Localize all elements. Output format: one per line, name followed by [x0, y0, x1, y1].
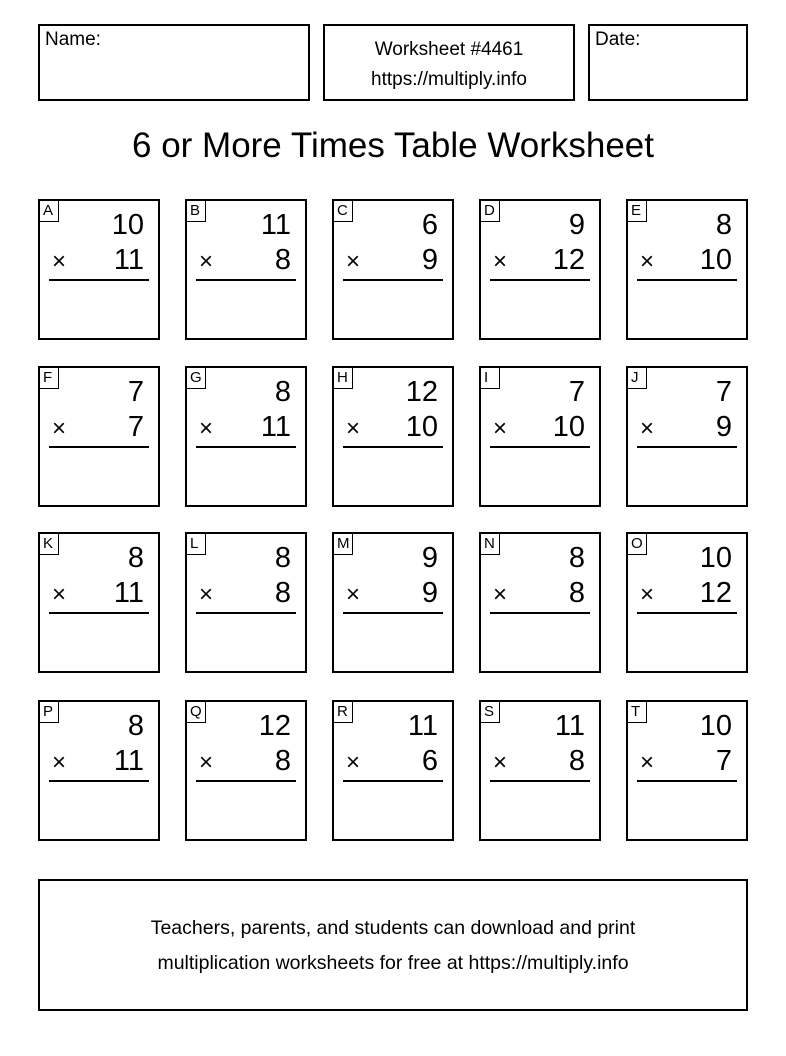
problem-f — [38, 366, 160, 507]
multiplicand: 11 — [260, 209, 291, 241]
answer-line — [637, 446, 737, 448]
problem-m — [332, 532, 454, 673]
multiplicand: 12 — [258, 710, 291, 742]
times-sign: × — [346, 581, 361, 608]
name-field-box — [38, 24, 310, 101]
multiplicand: 12 — [405, 376, 438, 408]
problem-label: P — [39, 701, 59, 723]
answer-line — [196, 279, 296, 281]
date-field-box — [588, 24, 748, 101]
times-sign: × — [493, 248, 508, 275]
footer-note — [38, 879, 748, 1011]
times-sign: × — [199, 415, 214, 442]
problem-label: S — [480, 701, 500, 723]
problem-l — [185, 532, 307, 673]
answer-line — [490, 780, 590, 782]
problem-a — [38, 199, 160, 340]
problem-g — [185, 366, 307, 507]
problem-label: Q — [186, 701, 206, 723]
problem-r — [332, 700, 454, 841]
multiplier: 8 — [274, 577, 291, 609]
times-sign: × — [493, 749, 508, 776]
times-sign: × — [52, 581, 67, 608]
multiplicand: 8 — [127, 710, 144, 742]
multiplicand: 8 — [127, 542, 144, 574]
multiplier: 12 — [552, 244, 585, 276]
multiplier: 10 — [405, 411, 438, 443]
times-sign: × — [640, 248, 655, 275]
problem-h — [332, 366, 454, 507]
answer-line — [49, 780, 149, 782]
worksheet-id: Worksheet #4461 — [374, 39, 524, 60]
footer-line-1: Teachers, parents, and students can download and print — [150, 917, 636, 939]
problem-b — [185, 199, 307, 340]
answer-line — [343, 279, 443, 281]
multiplicand: 9 — [568, 209, 585, 241]
problem-label: F — [39, 367, 59, 389]
problem-label: I — [480, 367, 500, 389]
multiplicand: 10 — [699, 542, 732, 574]
multiplicand: 11 — [554, 710, 585, 742]
multiplicand: 7 — [127, 376, 144, 408]
problem-label: G — [186, 367, 206, 389]
problem-q — [185, 700, 307, 841]
multiplicand: 6 — [421, 209, 438, 241]
footer-line-2: multiplication worksheets for free at https://multiply.info — [157, 952, 629, 974]
multiplier: 12 — [699, 577, 732, 609]
problem-i — [479, 366, 601, 507]
answer-line — [196, 446, 296, 448]
times-sign: × — [640, 749, 655, 776]
multiplier: 11 — [113, 577, 144, 609]
answer-line — [490, 279, 590, 281]
times-sign: × — [640, 581, 655, 608]
times-sign: × — [640, 415, 655, 442]
problem-label: J — [627, 367, 647, 389]
times-sign: × — [199, 581, 214, 608]
multiplicand: 8 — [274, 542, 291, 574]
answer-line — [49, 279, 149, 281]
name-label: Name: — [45, 29, 101, 50]
worksheet-title: 6 or More Times Table Worksheet — [132, 126, 654, 165]
multiplier: 8 — [274, 745, 291, 777]
times-sign: × — [346, 248, 361, 275]
multiplier: 8 — [568, 745, 585, 777]
problem-label: C — [333, 200, 353, 222]
multiplier: 11 — [113, 745, 144, 777]
multiplier: 7 — [127, 411, 144, 443]
problem-label: E — [627, 200, 647, 222]
times-sign: × — [346, 749, 361, 776]
problem-label: O — [627, 533, 647, 555]
problem-s — [479, 700, 601, 841]
multiplier: 8 — [274, 244, 291, 276]
multiplier: 10 — [699, 244, 732, 276]
multiplier: 10 — [552, 411, 585, 443]
multiplicand: 8 — [568, 542, 585, 574]
answer-line — [49, 612, 149, 614]
problem-e — [626, 199, 748, 340]
problem-label: M — [333, 533, 353, 555]
date-label: Date: — [595, 29, 641, 50]
times-sign: × — [493, 415, 508, 442]
problem-label: D — [480, 200, 500, 222]
problem-label: A — [39, 200, 59, 222]
problem-label: R — [333, 701, 353, 723]
multiplicand: 7 — [715, 376, 732, 408]
multiplier: 11 — [260, 411, 291, 443]
multiplicand: 10 — [111, 209, 144, 241]
multiplier: 8 — [568, 577, 585, 609]
times-sign: × — [199, 248, 214, 275]
answer-line — [637, 612, 737, 614]
multiplier: 6 — [421, 745, 438, 777]
worksheet-info-box — [323, 24, 575, 101]
problem-o — [626, 532, 748, 673]
answer-line — [637, 780, 737, 782]
problem-p — [38, 700, 160, 841]
problem-k — [38, 532, 160, 673]
problem-label: K — [39, 533, 59, 555]
times-sign: × — [52, 749, 67, 776]
multiplicand: 7 — [568, 376, 585, 408]
multiplicand: 8 — [715, 209, 732, 241]
multiplier: 9 — [715, 411, 732, 443]
times-sign: × — [493, 581, 508, 608]
answer-line — [49, 446, 149, 448]
problem-label: N — [480, 533, 500, 555]
problem-n — [479, 532, 601, 673]
multiplicand: 11 — [407, 710, 438, 742]
multiplier: 11 — [113, 244, 144, 276]
answer-line — [490, 446, 590, 448]
multiplier: 9 — [421, 244, 438, 276]
answer-line — [637, 279, 737, 281]
problem-j — [626, 366, 748, 507]
times-sign: × — [52, 248, 67, 275]
multiplicand: 10 — [699, 710, 732, 742]
problem-d — [479, 199, 601, 340]
problem-label: L — [186, 533, 206, 555]
problem-label: B — [186, 200, 206, 222]
times-sign: × — [52, 415, 67, 442]
times-sign: × — [199, 749, 214, 776]
problem-t — [626, 700, 748, 841]
problem-label: T — [627, 701, 647, 723]
answer-line — [343, 612, 443, 614]
answer-line — [343, 780, 443, 782]
answer-line — [196, 780, 296, 782]
answer-line — [490, 612, 590, 614]
answer-line — [196, 612, 296, 614]
answer-line — [343, 446, 443, 448]
site-url: https://multiply.info — [371, 69, 527, 90]
multiplicand: 8 — [274, 376, 291, 408]
times-sign: × — [346, 415, 361, 442]
problem-label: H — [333, 367, 353, 389]
multiplier: 7 — [715, 745, 732, 777]
multiplicand: 9 — [421, 542, 438, 574]
multiplier: 9 — [421, 577, 438, 609]
problem-c — [332, 199, 454, 340]
